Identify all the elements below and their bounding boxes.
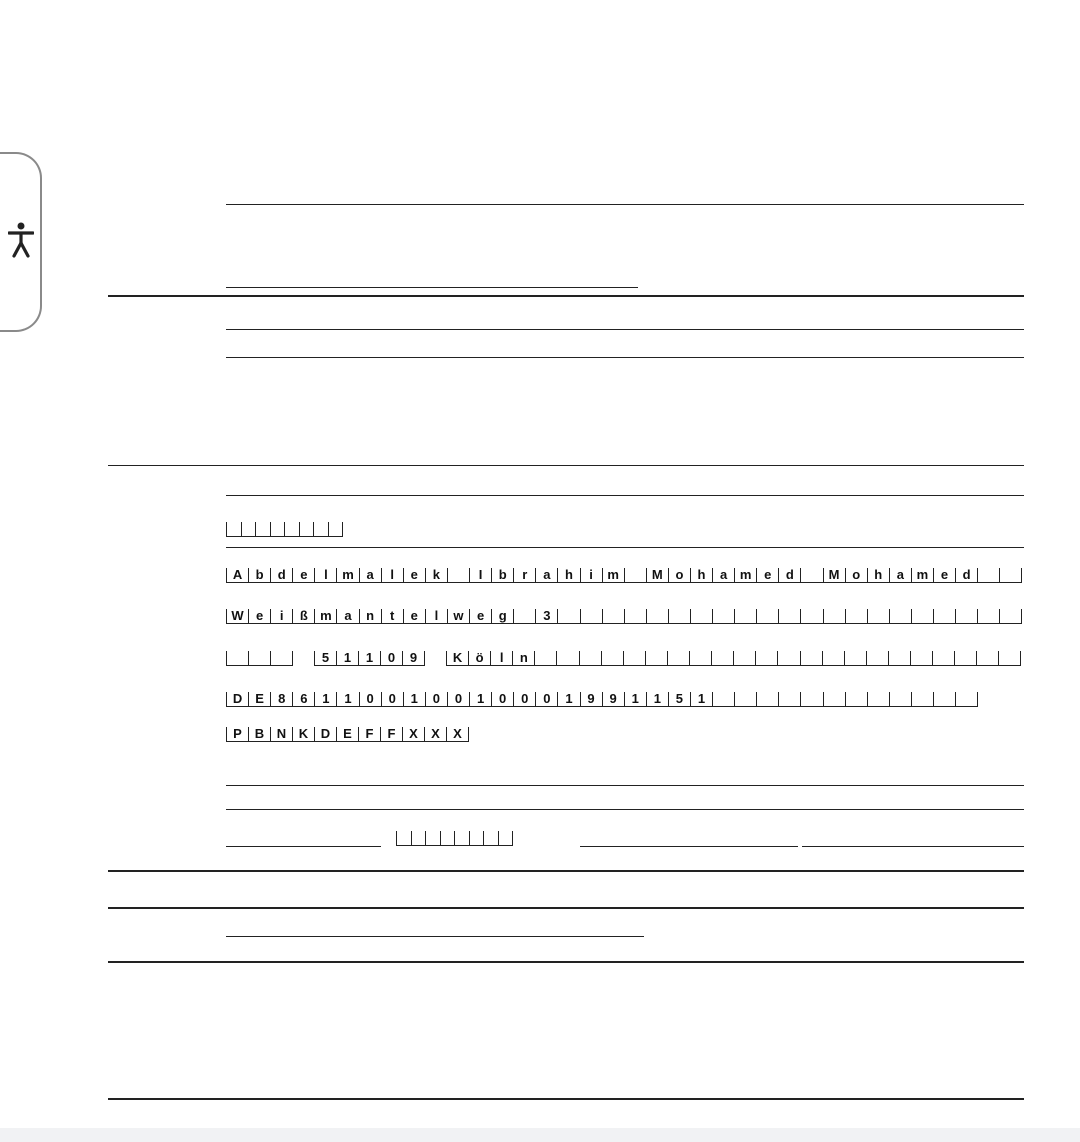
divider	[108, 870, 1024, 872]
comb-cell: 0	[491, 692, 513, 706]
comb-cell: n	[512, 651, 534, 665]
comb-cell: E	[336, 727, 358, 741]
street-comb[interactable]	[226, 609, 1022, 624]
comb-cell	[248, 651, 270, 665]
comb-cell: 0	[359, 692, 381, 706]
divider	[108, 907, 1024, 909]
comb-cell	[778, 692, 800, 706]
comb-cell: M	[646, 568, 668, 582]
comb-cell: m	[602, 568, 624, 582]
comb-cell: d	[778, 568, 800, 582]
comb-cell: 1	[403, 692, 425, 706]
comb-cell	[226, 651, 248, 665]
comb-cell	[867, 692, 889, 706]
comb-cell: 1	[690, 692, 712, 706]
comb-cell: m	[314, 609, 336, 623]
comb-cell: 9	[580, 692, 602, 706]
comb-cell: l	[490, 651, 512, 665]
comb-cell	[556, 651, 578, 665]
comb-cell	[624, 609, 646, 623]
sign-datum-comb[interactable]	[396, 831, 513, 846]
signature-1-line[interactable]	[580, 846, 798, 847]
comb-cell: F	[358, 727, 380, 741]
ort-sign-line[interactable]	[226, 846, 381, 847]
comb-cell	[601, 651, 623, 665]
comb-cell	[270, 651, 292, 665]
comb-cell	[867, 609, 889, 623]
comb-cell	[689, 651, 711, 665]
comb-cell	[777, 651, 799, 665]
comb-cell	[624, 568, 646, 582]
plz-comb[interactable]	[314, 651, 425, 666]
comb-cell: o	[845, 568, 867, 582]
comb-cell: 9	[602, 692, 624, 706]
comb-cell: e	[469, 609, 491, 623]
comb-cell: e	[248, 609, 270, 623]
name-comb[interactable]	[226, 568, 1022, 583]
comb-cell: a	[535, 568, 557, 582]
comb-cell: 1	[624, 692, 646, 706]
comb-cell: E	[248, 692, 270, 706]
comb-cell: 1	[314, 692, 336, 706]
comb-cell	[755, 651, 777, 665]
comb-cell	[954, 651, 976, 665]
comb-cell	[534, 651, 556, 665]
comb-cell: N	[270, 727, 292, 741]
comb-cell: o	[668, 568, 690, 582]
comb-cell: h	[867, 568, 889, 582]
bic-comb[interactable]	[226, 727, 469, 742]
comb-cell	[602, 609, 624, 623]
divider	[108, 295, 1024, 297]
comb-cell	[822, 651, 844, 665]
comb-cell: W	[226, 609, 248, 623]
comb-cell	[579, 651, 601, 665]
abweichend-line	[226, 936, 644, 937]
comb-cell	[823, 609, 845, 623]
comb-cell: 9	[402, 651, 424, 665]
comb-cell: 0	[535, 692, 557, 706]
comb-cell	[756, 692, 778, 706]
divider	[226, 329, 1024, 330]
comb-cell	[756, 609, 778, 623]
comb-cell: m	[336, 568, 358, 582]
signature-2-line[interactable]	[802, 846, 1024, 847]
divider	[226, 204, 1024, 205]
comb-cell: K	[446, 651, 468, 665]
divider	[108, 1098, 1024, 1100]
comb-cell	[999, 568, 1021, 582]
comb-cell	[933, 609, 955, 623]
comb-cell: K	[292, 727, 314, 741]
comb-cell	[976, 651, 998, 665]
comb-cell	[690, 609, 712, 623]
comb-cell: 1	[336, 651, 358, 665]
comb-cell	[955, 692, 977, 706]
comb-cell: d	[955, 568, 977, 582]
comb-cell: D	[226, 692, 248, 706]
comb-cell	[513, 609, 535, 623]
divider	[108, 465, 1024, 466]
comb-cell	[889, 692, 911, 706]
comb-cell: M	[823, 568, 845, 582]
comb-cell: a	[712, 568, 734, 582]
comb-cell	[645, 651, 667, 665]
comb-cell: I	[469, 568, 491, 582]
comb-cell: l	[314, 568, 336, 582]
comb-cell	[800, 609, 822, 623]
comb-cell	[823, 692, 845, 706]
comb-cell: l	[425, 609, 447, 623]
comb-cell	[889, 609, 911, 623]
comb-cell: X	[424, 727, 446, 741]
comb-cell: i	[270, 609, 292, 623]
divider	[226, 809, 1024, 810]
accessibility-icon[interactable]	[8, 222, 34, 258]
comb-cell: 0	[513, 692, 535, 706]
land-comb[interactable]	[226, 651, 293, 666]
comb-cell: A	[226, 568, 248, 582]
divider	[226, 547, 1024, 548]
comb-cell	[998, 651, 1020, 665]
comb-cell: n	[359, 609, 381, 623]
comb-cell	[999, 609, 1021, 623]
comb-cell: e	[292, 568, 314, 582]
comb-cell	[866, 651, 888, 665]
comb-cell	[910, 651, 932, 665]
comb-cell	[447, 568, 469, 582]
comb-cell: 6	[292, 692, 314, 706]
comb-cell	[888, 651, 910, 665]
comb-cell	[646, 609, 668, 623]
comb-cell	[778, 609, 800, 623]
comb-cell: m	[734, 568, 756, 582]
comb-cell: i	[580, 568, 602, 582]
comb-cell	[623, 651, 645, 665]
comb-cell	[911, 692, 933, 706]
comb-cell: 1	[358, 651, 380, 665]
comb-cell	[933, 692, 955, 706]
comb-cell: D	[314, 727, 336, 741]
comb-cell	[977, 568, 999, 582]
comb-cell	[977, 609, 999, 623]
comb-cell: d	[270, 568, 292, 582]
comb-cell: X	[402, 727, 424, 741]
iban-comb[interactable]	[226, 692, 978, 707]
comb-cell	[712, 609, 734, 623]
comb-cell: 0	[425, 692, 447, 706]
comb-cell	[844, 651, 866, 665]
comb-cell	[580, 609, 602, 623]
comb-cell: 8	[270, 692, 292, 706]
comb-cell	[800, 651, 822, 665]
viewer-bottom-bar	[0, 1128, 1080, 1142]
comb-cell: k	[425, 568, 447, 582]
comb-cell	[734, 609, 756, 623]
comb-cell	[845, 692, 867, 706]
comb-cell: a	[359, 568, 381, 582]
comb-cell: b	[491, 568, 513, 582]
comb-cell: F	[380, 727, 402, 741]
comb-cell: h	[557, 568, 579, 582]
comb-cell: a	[889, 568, 911, 582]
comb-cell: e	[756, 568, 778, 582]
comb-cell: 1	[469, 692, 491, 706]
comb-cell: t	[381, 609, 403, 623]
ort-comb[interactable]	[446, 651, 1021, 666]
comb-cell: e	[933, 568, 955, 582]
comb-cell: 3	[535, 609, 557, 623]
comb-cell	[557, 609, 579, 623]
comb-cell	[800, 568, 822, 582]
comb-cell	[667, 651, 689, 665]
comb-cell	[733, 651, 755, 665]
comb-cell: B	[248, 727, 270, 741]
comb-cell	[955, 609, 977, 623]
comb-cell	[932, 651, 954, 665]
comb-cell: 5	[668, 692, 690, 706]
comb-cell: 0	[381, 692, 403, 706]
comb-cell: 1	[336, 692, 358, 706]
comb-cell: h	[690, 568, 712, 582]
datum-comb[interactable]	[226, 522, 343, 537]
comb-cell	[845, 609, 867, 623]
comb-cell: w	[447, 609, 469, 623]
comb-cell: r	[513, 568, 535, 582]
comb-cell: 5	[314, 651, 336, 665]
mandat-input-line[interactable]	[226, 287, 638, 288]
divider	[226, 785, 1024, 786]
comb-cell: b	[248, 568, 270, 582]
comb-cell: 0	[447, 692, 469, 706]
comb-cell: l	[381, 568, 403, 582]
divider	[226, 357, 1024, 358]
comb-cell	[668, 609, 690, 623]
comb-cell	[734, 692, 756, 706]
comb-cell: P	[226, 727, 248, 741]
comb-cell: e	[403, 609, 425, 623]
comb-cell: 0	[380, 651, 402, 665]
comb-cell	[711, 651, 733, 665]
comb-cell: g	[491, 609, 513, 623]
comb-cell: 1	[557, 692, 579, 706]
side-code	[36, 896, 48, 984]
comb-cell	[911, 609, 933, 623]
comb-cell	[800, 692, 822, 706]
comb-cell: 1	[646, 692, 668, 706]
comb-cell: X	[446, 727, 468, 741]
divider	[226, 495, 1024, 496]
comb-cell: m	[911, 568, 933, 582]
comb-cell: ö	[468, 651, 490, 665]
comb-cell: e	[403, 568, 425, 582]
comb-cell	[712, 692, 734, 706]
comb-cell: a	[336, 609, 358, 623]
comb-cell: ß	[292, 609, 314, 623]
divider	[108, 961, 1024, 963]
